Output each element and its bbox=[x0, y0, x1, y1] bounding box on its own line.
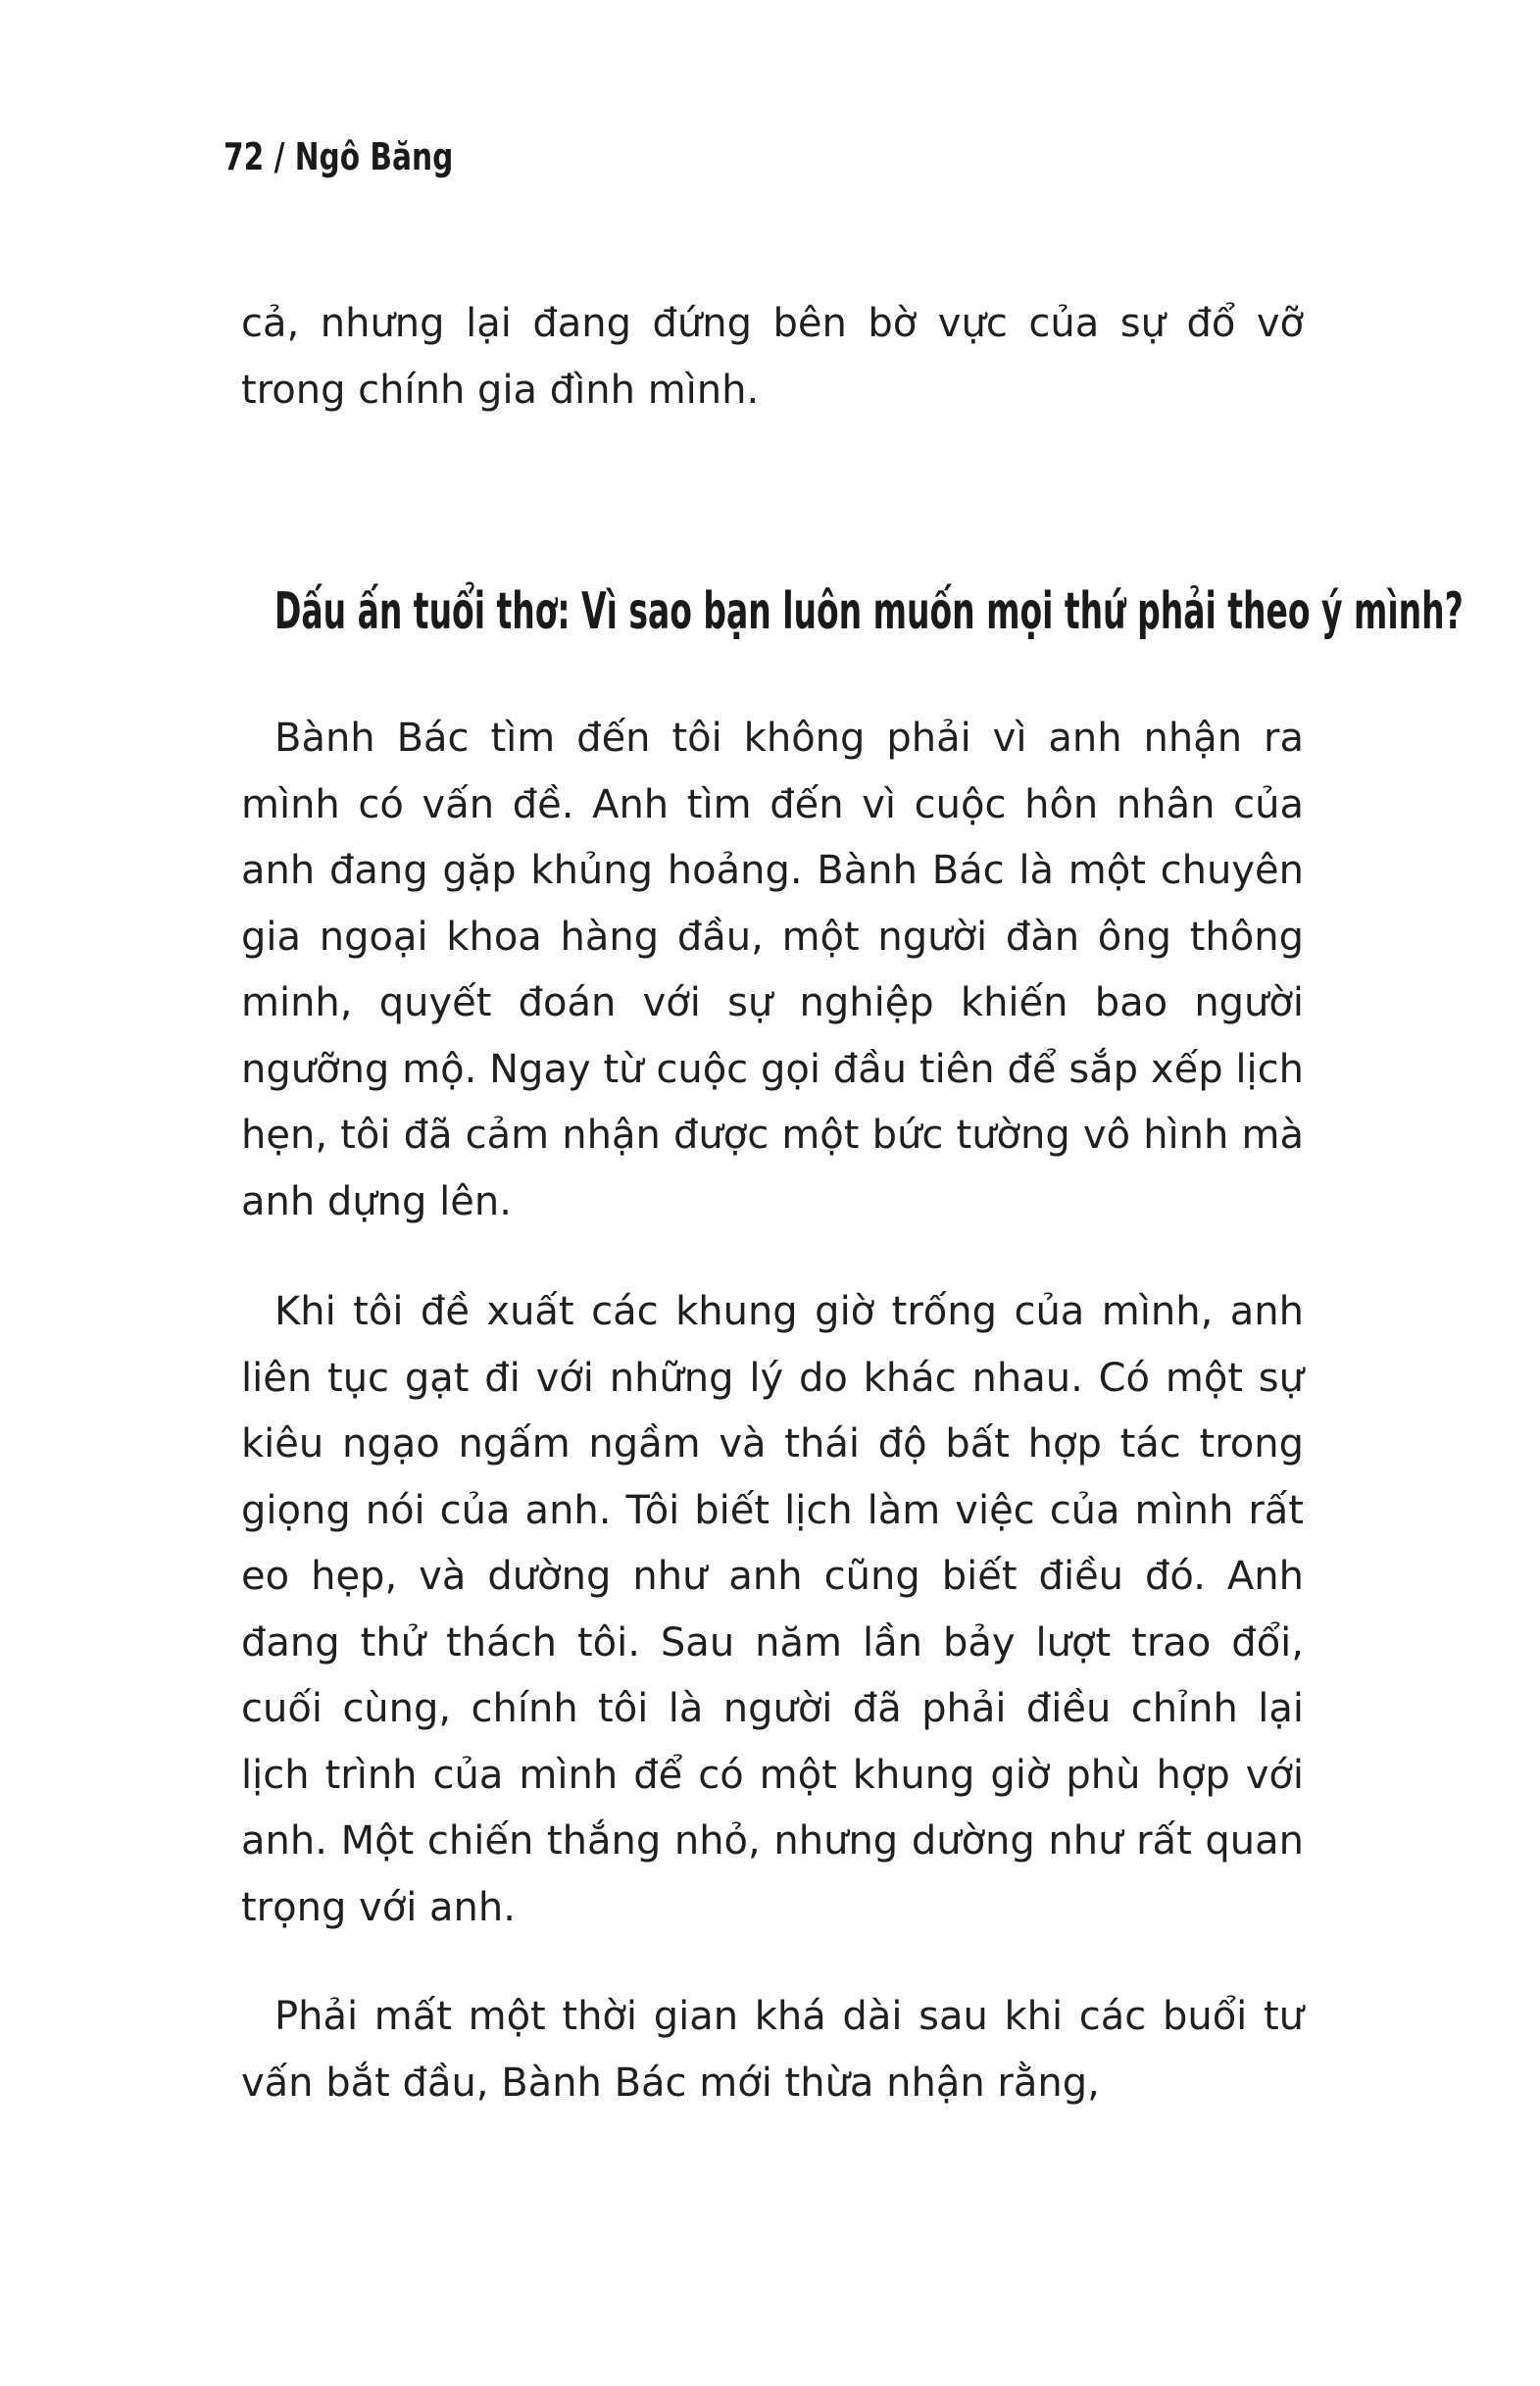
paragraph-1: Bành Bác tìm đến tôi không phải vì anh nhận ra mình có vấn đề. Anh tìm đến vì cuộc hôn nhân của anh đang gặp khủng hoảng. Bành Bác là một chuyên gia ngoại khoa hàng đầu, một người đàn ông thông minh, quyết đoán với sự nghiệp khiến bao người ngưỡng mộ. Ngay từ cuộc gọi đầu tiên để sắp xếp lịch hẹn, tôi đã cảm nhận được một bức tường vô hình mà anh dựng lên. bbox=[241, 716, 1304, 1224]
text-block-1 bbox=[241, 706, 1304, 1235]
paragraph-2: Khi tôi đề xuất các khung giờ trống của mình, anh liên tục gạt đi với những lý do khác nhau. Có một sự kiêu ngạo ngấm ngầm và thái độ bất hợp tác trong giọng nói của anh. Tôi biết lịch làm việc của mình rất eo hẹp, và dường như anh cũng biết điều đó. Anh đang thử thách tôi. Sau năm lần bảy lượt trao đổi, cuối cùng, chính tôi là người đã phải điều chỉnh lại lịch trình của mình để có một khung giờ phù hợp với anh. Một chiến thắng nhỏ, nhưng dường như rất quan trọng với anh. bbox=[241, 1289, 1304, 1930]
text-block-2 bbox=[241, 1279, 1304, 1941]
paragraph-continuation: cả, nhưng lại đang đứng bên bờ vực của sự đổ vỡ trong chính gia đình mình. bbox=[241, 301, 1304, 413]
running-head: 72 / Ngô Băng bbox=[224, 135, 454, 178]
text-block-3 bbox=[241, 1984, 1304, 2116]
paragraph-3: Phải mất một thời gian khá dài sau khi các buổi tư vấn bắt đầu, Bành Bác mới thừa nhận rằng, bbox=[241, 1994, 1304, 2106]
section-heading: Dấu ấn tuổi thơ: Vì sao bạn luôn muốn mọi thứ phải theo ý mình? bbox=[274, 582, 1464, 641]
text-block-continuation bbox=[241, 291, 1304, 423]
